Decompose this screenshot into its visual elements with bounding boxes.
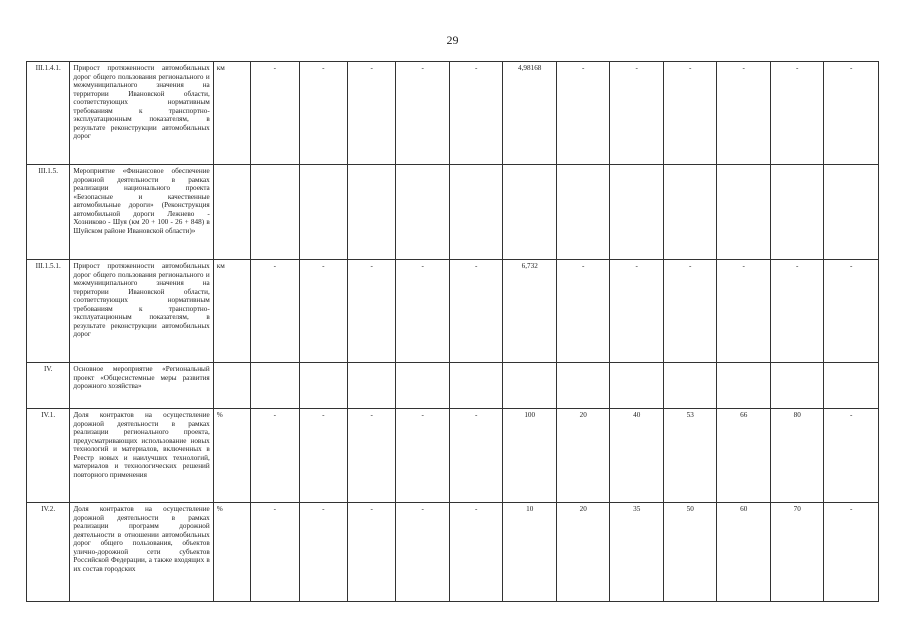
value-cell: - [449, 260, 503, 363]
value-cell: - [251, 260, 299, 363]
row-code: III.1.5. [27, 165, 70, 260]
value-cell: - [348, 260, 396, 363]
value-cell: 20 [556, 409, 610, 503]
empty-cell [251, 165, 299, 260]
empty-cell [396, 363, 450, 409]
empty-cell [299, 165, 347, 260]
empty-cell [663, 165, 717, 260]
value-cell: 35 [610, 503, 664, 602]
row-code: III.1.4.1. [27, 62, 70, 165]
table-row [27, 363, 879, 409]
empty-cell [717, 165, 771, 260]
indicators-table [26, 61, 879, 602]
empty-cell [770, 363, 824, 409]
empty-cell [610, 363, 664, 409]
empty-cell [348, 165, 396, 260]
value-cell: 20 [556, 503, 610, 602]
empty-cell [556, 363, 610, 409]
row-description: Прирост протяженности автомобильных дорог общего пользования регионального и межмуниципального значения на территории Ивановской области, соответствующих нормативным требованиям к транспортно-эксплуатационным показателям, в результате реконструкции автомобильных дорог [70, 62, 213, 165]
empty-cell [556, 165, 610, 260]
value-cell: - [717, 260, 771, 363]
value-cell: 10 [503, 503, 557, 602]
value-cell: - [449, 503, 503, 602]
value-cell: - [348, 409, 396, 503]
row-code: IV.1. [27, 409, 70, 503]
empty-cell [717, 363, 771, 409]
value-cell: - [299, 503, 347, 602]
empty-cell [396, 165, 450, 260]
value-cell: - [396, 503, 450, 602]
empty-cell [213, 165, 250, 260]
page-number: 29 [446, 33, 459, 47]
value-cell: - [610, 62, 664, 165]
table-row [27, 165, 879, 260]
empty-cell [503, 165, 557, 260]
value-cell: - [610, 260, 664, 363]
empty-cell [503, 363, 557, 409]
row-description: Прирост протяженности автомобильных дорог общего пользования регионального и межмуниципального значения на территории Ивановской области, соответствующих нормативным требованиям к транспортно-эксплуатационным показателям, в результате реконструкции автомобильных дорог [70, 260, 213, 363]
value-cell: - [396, 260, 450, 363]
value-cell: 70 [770, 503, 824, 602]
table-row [27, 62, 879, 165]
empty-cell [251, 363, 299, 409]
value-cell: 100 [503, 409, 557, 503]
value-cell: - [824, 503, 879, 602]
value-cell: - [348, 503, 396, 602]
row-code: III.1.5.1. [27, 260, 70, 363]
value-cell: 50 [663, 503, 717, 602]
empty-cell [213, 363, 250, 409]
row-code: IV.2. [27, 503, 70, 602]
value-cell: - [449, 409, 503, 503]
row-description: Мероприятие «Финансовое обеспечение дорожной деятельности в рамках реализации национального проекта «Безопасные и качественные автомобильные дороги» (Реконструкция автомобильной дороги Лежнево - Хозниково - Шуя (км 20 + 100 - 26 + 848) в Шуйском районе Ивановской области)» [70, 165, 213, 260]
value-cell: - [556, 62, 610, 165]
value-cell: 66 [717, 409, 771, 503]
row-description: Основное мероприятие «Региональный проект «Общесистемные меры развития дорожного хозяйства» [70, 363, 213, 409]
value-cell: - [251, 62, 299, 165]
value-cell: 6,732 [503, 260, 557, 363]
empty-cell [449, 165, 503, 260]
value-cell: - [348, 62, 396, 165]
row-code: IV. [27, 363, 70, 409]
value-cell: - [251, 409, 299, 503]
value-cell: - [251, 503, 299, 602]
row-unit: % [213, 409, 250, 503]
row-description: Доля контрактов на осуществление дорожной деятельности в рамках реализации регионального проекта, предусматривающих использование новых технологий и материалов, включенных в Реестр новых и наилучших технологий, материалов и технологических решений повторного применения [70, 409, 213, 503]
value-cell: - [824, 409, 879, 503]
value-cell: 40 [610, 409, 664, 503]
table-row [27, 503, 879, 602]
value-cell: - [556, 260, 610, 363]
empty-cell [299, 363, 347, 409]
empty-cell [348, 363, 396, 409]
value-cell: 80 [770, 409, 824, 503]
value-cell: 4,98168 [503, 62, 557, 165]
value-cell: - [396, 409, 450, 503]
value-cell: - [770, 260, 824, 363]
value-cell: - [824, 260, 879, 363]
empty-cell [449, 363, 503, 409]
empty-cell [610, 165, 664, 260]
empty-cell [824, 363, 879, 409]
value-cell: 60 [717, 503, 771, 602]
value-cell: - [663, 62, 717, 165]
value-cell: - [299, 62, 347, 165]
table-row [27, 260, 879, 363]
table-row [27, 409, 879, 503]
value-cell: - [663, 260, 717, 363]
empty-cell [824, 165, 879, 260]
row-unit: км [213, 260, 250, 363]
value-cell: - [824, 62, 879, 165]
value-cell: - [396, 62, 450, 165]
value-cell: - [770, 62, 824, 165]
empty-cell [663, 363, 717, 409]
value-cell: - [449, 62, 503, 165]
row-unit: % [213, 503, 250, 602]
value-cell: - [299, 409, 347, 503]
row-description: Доля контрактов на осуществление дорожной деятельности в рамках реализации программ дорожной деятельности в отношении автомобильных дорог общего пользования, объектов улично-дорожной сети субъектов Российской Федерации, а также входящих в их состав городских [70, 503, 213, 602]
row-unit: км [213, 62, 250, 165]
empty-cell [770, 165, 824, 260]
value-cell: 53 [663, 409, 717, 503]
value-cell: - [717, 62, 771, 165]
value-cell: - [299, 260, 347, 363]
